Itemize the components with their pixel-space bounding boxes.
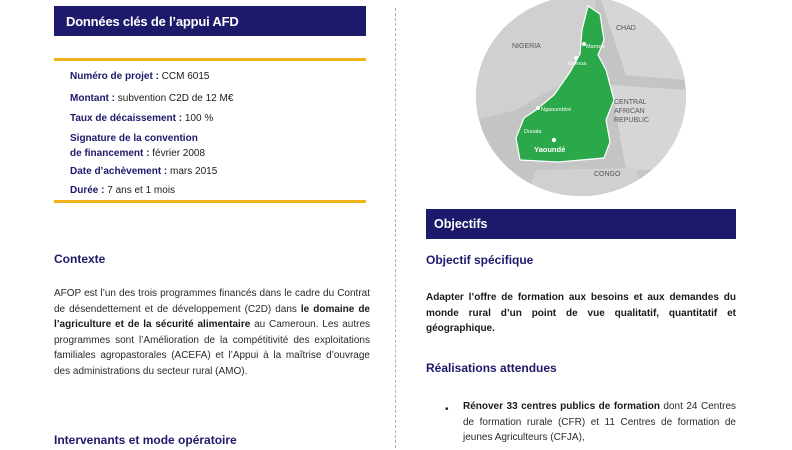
keydata-top-rule [54,58,366,61]
kd-label: Signature de la convention [70,133,198,144]
objectif-specifique-heading: Objectif spécifique [426,253,534,267]
keydata-title: Données clés de l’appui AFD [66,14,239,29]
map-dot-yaounde [552,138,556,142]
kd-row-amount [70,92,233,105]
intervenants-heading: Intervenants et mode opératoire [54,433,237,447]
kd-value: 100 % [182,113,214,124]
kd-row-signature-line1 [70,132,198,145]
kd-value: mars 2015 [167,166,218,177]
map-label-garoua: Garoua [568,61,587,67]
kd-value: février 2008 [149,148,206,159]
kd-row-signature-line2 [70,147,205,160]
kd-row-duration [70,184,175,197]
keydata-bottom-rule [54,200,366,203]
kd-value: 7 ans et 1 mois [104,185,176,196]
contexte-heading: Contexte [54,252,106,266]
kd-label: Montant : [70,93,115,104]
contexte-text-part1: AFOP est l’un des trois programmes financés dans le cadre du Contrat de désendettement et de développement (C2D) dans [54,288,370,315]
kd-row-project-number [70,70,209,83]
map-label-car-2: AFRICAN [614,108,645,115]
contexte-paragraph [54,286,370,379]
map-label-douala: Douala [524,129,542,135]
objectif-specifique-text: Adapter l’offre de formation aux besoins et aux demandes du monde rural d’un point de vue qualitatif, quantitatif et géographique. [426,292,736,334]
contexte-text-bold: le domaine de l’agriculture et de la sécurité alimentaire [54,303,370,330]
kd-label: Numéro de projet : [70,71,159,82]
contexte-text-part2: au Cameroun. Les autres programmes sont l’Amélioration de la compétitivité des exploitations familiales agropastorales (ACEFA) et l’Appui à la maîtrise d’ouvrage des administrations du secteur rural (AMO). [54,319,371,377]
kd-label: de financement : [70,148,150,159]
kd-row-completion-date [70,165,217,178]
kd-label: Date d’achèvement : [70,166,168,177]
congo-land [526,168,646,196]
realisation-item [463,399,736,446]
map-label-maroua: Maroua [586,44,605,50]
map-label-car-3: REPUBLIC [614,117,650,124]
kd-label: Durée : [70,185,105,196]
realisations-heading: Réalisations attendues [426,361,557,375]
cameroon-map [476,0,686,196]
objectifs-title: Objectifs [434,217,488,231]
realisation-item-bold: Rénover 33 centres publics de formation [463,401,660,412]
objectifs-header [426,209,736,239]
map-label-congo: CONGO [594,171,621,178]
keydata-header [54,6,366,36]
map-label-chad: CHAD [616,25,636,32]
kd-value: subvention C2D de 12 M€ [115,93,234,104]
map-label-yaounde: Yaoundé [534,145,566,154]
kd-value: CCM 6015 [158,71,210,82]
map-dot-ngaoundere [536,106,540,110]
map-label-ngaoundere: Ngaoundéré [541,107,572,113]
column-divider [395,8,396,448]
map-label-nigeria: NIGERIA [512,43,541,50]
realisation-item-rest: dont 24 Centres de formation rurale (CFR) et 11 Centres de formation de jeunes Agriculteurs (CFJA), [463,401,736,443]
kd-label: Taux de décaissement : [70,113,183,124]
kd-row-disbursement-rate [70,112,213,125]
map-label-car-1: CENTRAL [614,99,647,106]
bullet-icon: • [445,404,449,415]
map-dot-garoua [574,56,578,60]
